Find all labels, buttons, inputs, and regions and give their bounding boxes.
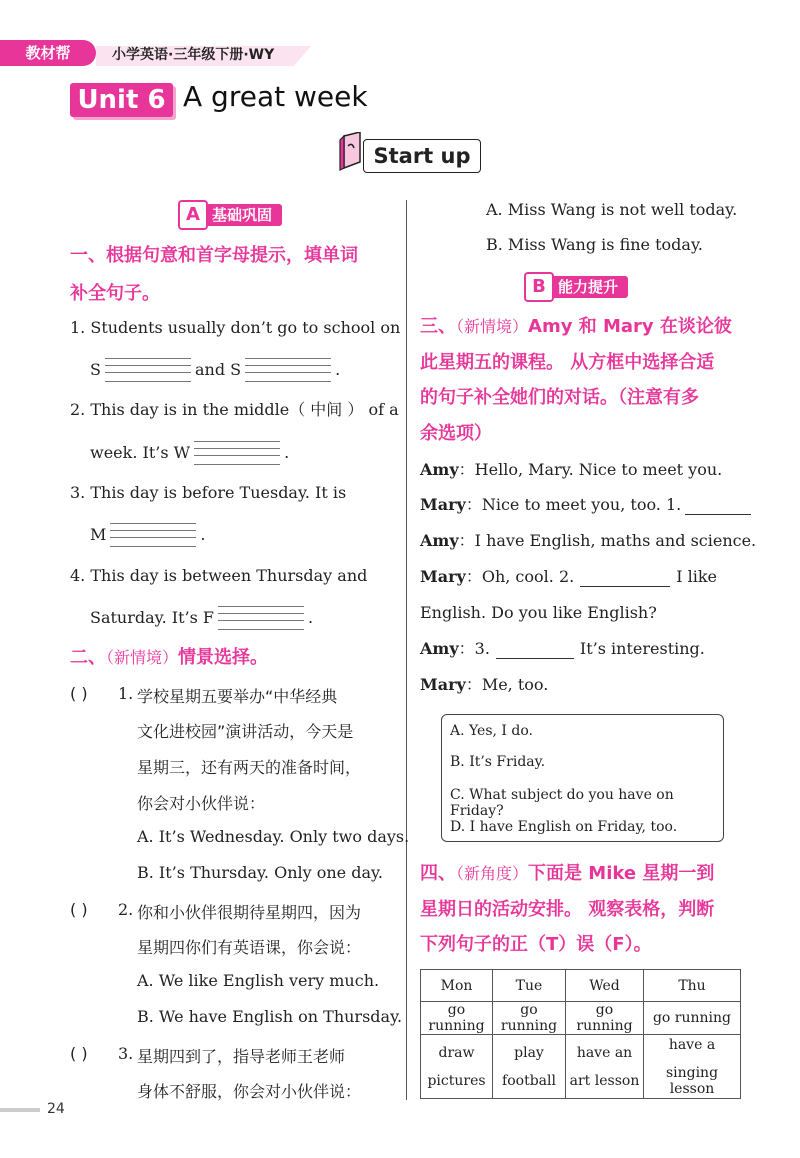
q2-item-3-num: 3. xyxy=(118,1044,134,1063)
q1-item-2-text-a: week. It’s W xyxy=(90,443,191,462)
q1-item-3-text-a: M xyxy=(90,525,107,544)
option-d: D. I have English on Friday, too. xyxy=(450,819,678,835)
q2-item-1-num: 1. xyxy=(118,684,134,703)
q3-heading-line4: 余选项） xyxy=(420,423,492,444)
schedule-cell: go running xyxy=(493,1002,566,1035)
q3-heading-line3: 的句子补全她们的对话。（注意有多 xyxy=(420,387,699,408)
dialogue-line-7: Mary：Me, too. xyxy=(420,675,549,694)
q1-item-4-blank[interactable] xyxy=(218,606,304,630)
schedule-cell-line: art lesson xyxy=(569,1072,640,1089)
dialogue-text-3: I have English, maths and science. xyxy=(474,531,757,550)
schedule-day: Wed xyxy=(566,970,644,1002)
q3-heading-num: 三、 xyxy=(420,316,456,337)
dialogue-speaker-7: Mary xyxy=(420,675,466,694)
dialogue-line-6: Amy：3. It’s interesting. xyxy=(420,639,705,658)
q2-item-2-option-a: A. We like English very much. xyxy=(137,971,380,990)
q1-item-4-line1: 4. This day is between Thursday and xyxy=(70,566,368,585)
q3-heading-line2: 此星期五的课程。 从方框中选择合适 xyxy=(420,352,715,373)
q1-heading-line2: 补全句子。 xyxy=(70,283,160,304)
dialogue-line-4: Mary：Oh, cool. 2. I like xyxy=(420,567,718,586)
page-bar xyxy=(0,1108,40,1112)
q2-item-3-option-b: B. Miss Wang is fine today. xyxy=(486,235,703,254)
option-c: C. What subject do you have on Friday? xyxy=(450,787,674,819)
q2-item-2-num: 2. xyxy=(118,900,134,919)
q4-heading-tag: （新角度） xyxy=(456,864,529,883)
q2-heading-tag: （新情境） xyxy=(106,648,179,667)
schedule-table xyxy=(420,969,741,1099)
q4-heading-line3: 下列句子的正（T）误（F）。 xyxy=(420,934,652,955)
schedule-row xyxy=(421,1035,741,1099)
schedule-day: Thu xyxy=(644,970,741,1002)
option-b: B. It’s Friday. xyxy=(450,754,546,770)
q1-item-2-line1: 2. This day is in the middle（ 中间 ） of a xyxy=(70,400,399,419)
q1-item-4-text-c: . xyxy=(307,608,314,627)
part-b-badge xyxy=(524,276,628,298)
dialogue-speaker-1: Amy xyxy=(420,460,459,479)
q2-item-1-line1: 学校星期五要举办“中华经典 xyxy=(137,687,338,706)
q2-item-3-line1: 星期四到了，指导老师王老师 xyxy=(137,1047,346,1066)
q1-item-1-text-c: . xyxy=(335,360,341,379)
q1-item-4-text-a: Saturday. It’s F xyxy=(90,608,214,627)
q3-heading-tag: （新情境） xyxy=(456,317,529,336)
q1-item-2-blank[interactable] xyxy=(194,441,280,465)
unit-name: A great week xyxy=(183,80,368,113)
q1-item-3-line2 xyxy=(90,523,205,547)
dialogue-text-1: Hello, Mary. Nice to meet you. xyxy=(474,460,723,479)
part-a-label: 基础巩固 xyxy=(204,204,282,226)
dialogue-text-6: 3. xyxy=(474,639,490,658)
header-tag: 教材帮 xyxy=(0,40,96,66)
dialogue-line-5 xyxy=(420,603,657,623)
q1-item-1-blank-2[interactable] xyxy=(245,358,331,382)
schedule-cell xyxy=(493,1035,566,1099)
dialogue-text-4: Oh, cool. 2. xyxy=(481,567,575,586)
schedule-cell: go running xyxy=(421,1002,493,1035)
dialogue-line-2: Mary：Nice to meet you, too. 1. xyxy=(420,495,757,515)
q1-item-2-line2 xyxy=(90,441,289,465)
schedule-cell-line: play xyxy=(514,1044,544,1061)
dialogue-text-2: Nice to meet you, too. 1. xyxy=(481,495,682,514)
dialogue-speaker-6: Amy xyxy=(420,639,459,658)
q1-item-3-line1: 3. This day is before Tuesday. It is xyxy=(70,483,347,502)
q2-heading xyxy=(70,641,268,675)
part-a-badge xyxy=(178,204,282,226)
schedule-cell-line: have a xyxy=(668,1036,716,1053)
q2-item-3-line2: 身体不舒服，你会对小伙伴说： xyxy=(137,1082,362,1101)
q2-item-2-line2: 星期四你们有英语课，你会说： xyxy=(137,938,362,957)
q2-heading-rest: 情景选择。 xyxy=(178,647,269,668)
options-box xyxy=(441,714,724,842)
schedule-day: Tue xyxy=(493,970,566,1002)
q4-heading-text1: 下面是 Mike 星期一到 xyxy=(528,863,715,884)
dialogue-speaker-4: Mary xyxy=(420,567,466,586)
schedule-header-row xyxy=(421,970,741,1002)
q4-heading-line2: 星期日的活动安排。 观察表格，判断 xyxy=(420,899,715,920)
book-title: 小学英语·三年级下册·WY xyxy=(112,47,275,63)
schedule-cell xyxy=(566,1035,644,1099)
q1-item-4-line2 xyxy=(90,606,313,630)
schedule-cell xyxy=(644,1035,741,1099)
q2-item-1-line3: 星期三，还有两天的准备时间， xyxy=(137,758,362,777)
schedule-cell-line: football xyxy=(502,1072,556,1089)
dialogue-speaker-2: Mary xyxy=(420,495,466,514)
q1-item-2-text-c: . xyxy=(284,443,290,462)
q3-heading-text1: Amy 和 Mary 在谈论彼 xyxy=(528,316,732,337)
part-a-letter: A xyxy=(178,200,208,230)
schedule-cell xyxy=(421,1035,493,1099)
q2-item-3-option-a: A. Miss Wang is not well today. xyxy=(486,200,738,219)
dialogue-speaker-3: Amy xyxy=(420,531,459,550)
q4-heading-line1 xyxy=(420,857,714,891)
q2-item-2-line1: 你和小伙伴很期待星期四，因为 xyxy=(137,903,362,922)
q4-heading-num: 四、 xyxy=(420,863,456,884)
q1-item-3-text-c: . xyxy=(200,525,206,544)
q1-heading-line1: 一、根据句意和首字母提示，填单词 xyxy=(70,245,358,266)
q1-item-1-line1: 1. Students usually don’t go to school on xyxy=(70,318,401,337)
q2-item-1-paren[interactable]: ( ) xyxy=(70,684,88,703)
q2-item-1-option-b: B. It’s Thursday. Only one day. xyxy=(137,863,384,882)
dialogue-line-1: Amy：Hello, Mary. Nice to meet you. xyxy=(420,460,723,479)
q2-item-3-paren[interactable]: ( ) xyxy=(70,1044,88,1063)
q2-heading-main: 二、 xyxy=(70,647,106,668)
dialogue-blank-2[interactable] xyxy=(580,570,670,587)
q1-item-1-line2 xyxy=(90,358,340,382)
schedule-row xyxy=(421,1002,741,1035)
dialogue-blank-3[interactable] xyxy=(496,642,574,659)
dialogue-text-7: Me, too. xyxy=(481,675,549,694)
section-title: Start up xyxy=(363,139,481,173)
q1-item-1-blank-1[interactable] xyxy=(105,358,191,382)
q2-item-1-line4: 你会对小伙伴说： xyxy=(137,794,266,813)
q3-heading-line1 xyxy=(420,310,732,344)
q2-item-2-paren[interactable]: ( ) xyxy=(70,900,88,919)
schedule-cell-line: have an xyxy=(576,1044,633,1061)
schedule-cell-line: draw xyxy=(438,1044,475,1061)
page-number: 24 xyxy=(47,1101,65,1117)
schedule-cell-line: pictures xyxy=(427,1072,486,1089)
dialogue-line-3: Amy：I have English, maths and science. xyxy=(420,531,757,550)
dialogue-text-4-after: I like xyxy=(676,567,718,586)
unit-badge: Unit 6 xyxy=(70,83,173,117)
part-b-label: 能力提升 xyxy=(550,276,628,298)
schedule-cell-line: singing lesson xyxy=(665,1064,719,1097)
q2-item-1-line2: 文化进校园”演讲活动，今天是 xyxy=(137,722,354,741)
q1-item-1-text-a: S xyxy=(90,360,101,379)
q2-item-2-option-b: B. We have English on Thursday. xyxy=(137,1007,403,1026)
q2-item-1-option-a: A. It’s Wednesday. Only two days. xyxy=(137,827,410,846)
q1-item-3-blank[interactable] xyxy=(110,523,196,547)
dialogue-text-6-after: It’s interesting. xyxy=(579,639,705,658)
q1-item-1-text-b: and S xyxy=(194,360,242,379)
option-a: A. Yes, I do. xyxy=(450,723,533,739)
dialogue-blank-1[interactable] xyxy=(685,498,751,515)
dialogue-text-5: English. Do you like English? xyxy=(420,603,657,622)
column-divider xyxy=(406,200,407,1100)
part-b-letter: B xyxy=(524,272,554,302)
schedule-cell: go running xyxy=(644,1002,741,1035)
schedule-cell: go running xyxy=(566,1002,644,1035)
schedule-day: Mon xyxy=(421,970,493,1002)
